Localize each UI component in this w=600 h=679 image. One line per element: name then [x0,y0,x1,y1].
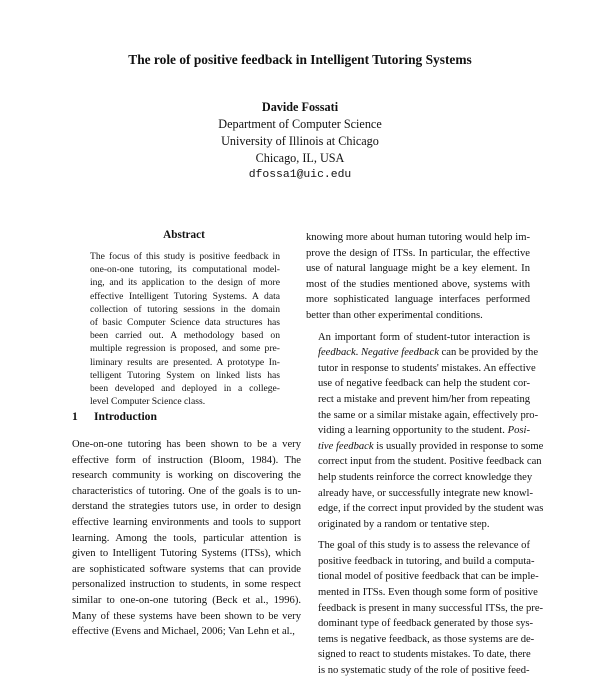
text-line: given to Intelligent Tutoring Systems (ITSs), which [72,548,301,560]
abstract-line: effective Intelligent Tutoring Systems. A data [90,290,280,302]
introduction-text [72,437,301,640]
text-line: use of negative feedback can help the student cor- [318,378,530,390]
text-line: use of natural language might be a key element. In [306,263,530,275]
text-line: feedback. Negative feedback can be provided by the [318,347,539,359]
text-line: Many of these systems have been shown to be very [72,610,301,622]
text-line: One-on-one tutoring has been shown to be a very [72,439,301,450]
text-line: better than other experimental conditions. [306,309,483,321]
author-department: Department of Computer Science [218,117,382,131]
abstract-line: ing, and its application to the design of more [90,277,280,289]
text-line: already have, or successfully integrate new knowl- [318,487,534,499]
text-line: prove the design of ITSs. In particular, the effective [306,247,530,259]
text-line: the same or a similar mistake again, effectively pro- [318,409,539,421]
abstract-line: been carried out. A methodology based on [90,330,280,342]
section-number: 1 [72,410,78,423]
text-line: learning. Among the tools, particular attention is [72,532,301,544]
author-name: Davide Fossati [261,100,339,114]
abstract-line: level Computer Science class. [90,396,206,408]
text-line: similar to one-on-one tutoring (Beck et al., 1996). [72,594,301,606]
abstract-line: been developed and deployed in a college- [90,383,280,395]
text-line: characteristics of tutoring. One of the goals is to un- [72,485,301,497]
text-line: more sophisticated language interfaces performed [306,294,530,306]
text-line: An important form of student-tutor interaction is [318,331,530,343]
paragraph [72,437,301,640]
abstract-line: of basic Computer Science data structures has [90,317,280,329]
text-line: most of the studies mentioned above, systems with [306,278,530,290]
abstract-line: telligent Tutoring System on linked lists has [90,369,280,381]
author-university: University of Illinois at Chicago [221,134,379,148]
abstract-line: one-on-one tutoring, its computational model- [90,264,280,276]
text-line: tems is negative feedback, as those systems are de- [318,633,535,645]
text-line: are sophisticated software systems that can provide [72,563,301,575]
text-line: derstand the strategies tutors use, in order to design [72,501,301,513]
text-line: dominant type of feedback generated by those sys- [318,618,534,630]
text-line: help students reinforce the correct knowledge they [318,471,533,483]
author-email: dfossa1@uic.edu [248,169,352,181]
text-line: effective learning environments and tools to support [72,516,301,528]
text-line: originated by a random or tentative step. [318,518,490,530]
text-line: personalized instruction to students, in some respect [72,579,301,591]
text-line: tutor in response to students' mistakes. An effective [318,362,536,374]
abstract-heading: Abstract [163,229,205,241]
text-line: effective (Evens and Michael, 2006; Van Lehn et al., [72,626,295,638]
abstract-line: multiple regression is proposed, and some pre- [90,343,280,355]
text-line: is no systematic study of the role of positive feed- [318,665,530,677]
abstract-line: collection of tutoring sessions in the domain [90,303,280,315]
text-line: research community is working on discovering the [72,470,301,482]
text-line: correct input from the student. Positive feedback can [318,456,542,468]
text-line: edge, if the correct input provided by the student was [318,503,544,515]
text-line: The goal of this study is to assess the relevance of [318,540,530,552]
section-heading-introduction [72,410,302,424]
section-title: Introduction [94,410,157,423]
text-line: effective form of instruction (Bloom, 1984). The [72,454,301,466]
text-line: feedback is present in many successful ITSs, the pre- [318,602,544,614]
paragraph [306,230,530,324]
paragraph [306,538,544,678]
text-line: rect a mistake and prevent him/her from repeating [318,393,531,405]
right-column-text [306,230,544,679]
text-line: mented in ITSs. Even though some form of positive [318,587,538,599]
author-block [0,99,600,184]
abstract-line: The focus of this study is positive feedback in [90,251,280,262]
author-location: Chicago, IL, USA [255,151,345,165]
paragraph [306,330,544,533]
text-line: signed to react to students mistakes. To date, there [318,649,531,661]
paper-title: The role of positive feedback in Intelligent Tutoring Systems [128,52,472,67]
abstract-line: liminary results are presented. A prototype In- [90,356,280,368]
text-line: tive feedback is usually provided in response to some [318,440,544,452]
text-line: knowing more about human tutoring would help im- [306,232,530,243]
text-line: tional model of positive feedback that can be imple- [318,571,539,583]
text-line: viding a learning opportunity to the student. Posi- [318,425,530,437]
abstract-text [90,250,280,408]
text-line: positive feedback in tutoring, and build a computa- [318,555,535,567]
